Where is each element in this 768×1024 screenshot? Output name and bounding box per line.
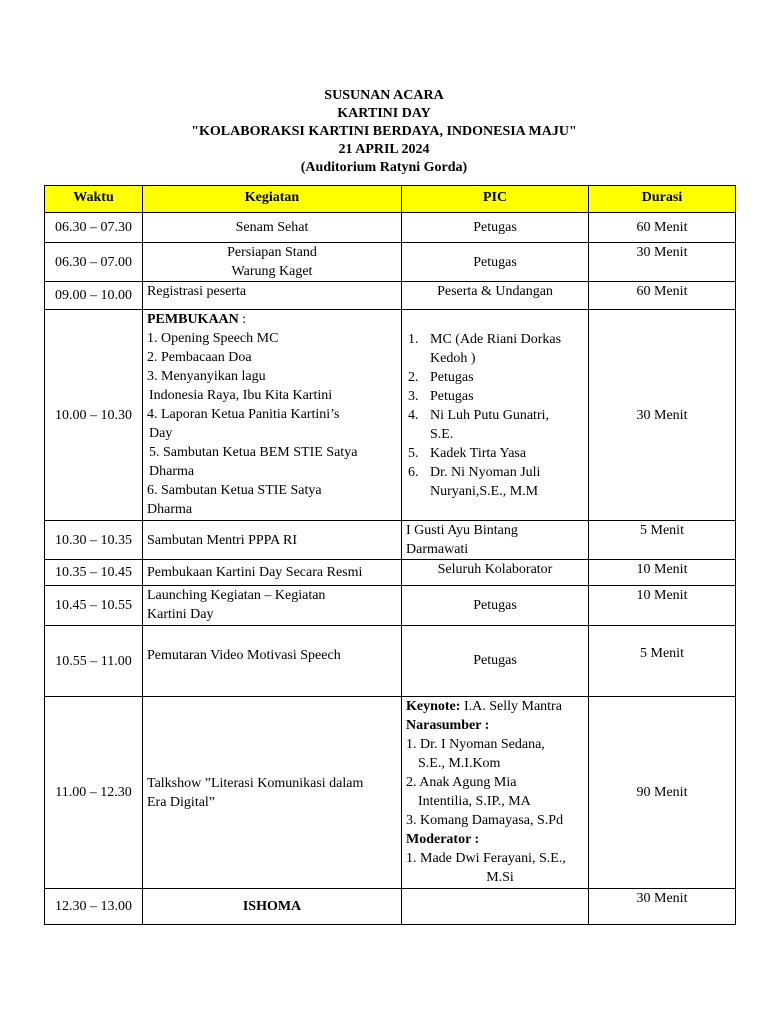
cell-waktu: 10.35 – 10.45 (45, 560, 143, 586)
kegiatan-line: Dharma (149, 464, 195, 479)
table-row (45, 521, 736, 560)
table-row (45, 586, 736, 626)
cell-waktu: 10.55 – 11.00 (45, 626, 143, 697)
kegiatan-line: Talkshow ”Literasi Komunikasi dalam (147, 775, 364, 791)
cell-durasi: 30 Menit (589, 889, 736, 925)
cell-waktu: 06.30 – 07.30 (45, 213, 143, 243)
kegiatan-line: Warung Kaget (231, 264, 313, 279)
kegiatan-line: 2. Pembacaan Doa (147, 350, 252, 365)
cell-durasi: 60 Menit (589, 282, 736, 310)
list-item (408, 406, 584, 444)
table-row (45, 243, 736, 282)
header-date: 21 APRIL 2024 (338, 142, 430, 157)
pic-line: Nuryani,S.E., M.M (430, 483, 539, 499)
cell-waktu: 11.00 – 12.30 (45, 697, 143, 889)
cell-pic (402, 521, 589, 560)
table-row (45, 282, 736, 310)
cell-kegiatan (143, 310, 402, 521)
cell-kegiatan: Pembukaan Kartini Day Secara Resmi (143, 560, 402, 586)
list-number: 3. (408, 388, 419, 404)
cell-kegiatan (143, 243, 402, 282)
cell-kegiatan: Sambutan Mentri PPPA RI (143, 521, 402, 560)
list-item (408, 463, 584, 501)
narasumber-line: 1. Dr. I Nyoman Sedana, (406, 737, 545, 752)
moderator-line: 1. Made Dwi Ferayani, S.E., (406, 851, 566, 866)
narasumber-line: 3. Komang Damayasa, S.Pd (406, 813, 564, 828)
cell-durasi: 10 Menit (589, 560, 736, 586)
kegiatan-title-suffix: : (238, 312, 247, 327)
cell-kegiatan: ISHOMA (143, 889, 402, 925)
cell-pic (402, 310, 589, 521)
kegiatan-line: Launching Kegiatan – Kegiatan (147, 588, 326, 603)
cell-kegiatan: Senam Sehat (143, 213, 402, 243)
pic-line: Darmawati (406, 542, 469, 557)
kegiatan-title-line (147, 310, 397, 329)
document-header (0, 87, 768, 177)
narasumber-line: S.E., M.I.Kom (418, 756, 501, 771)
list-item (408, 387, 584, 406)
cell-durasi: 90 Menit (589, 697, 736, 889)
cell-waktu: 06.30 – 07.00 (45, 243, 143, 282)
kegiatan-line: 5. Sambutan Ketua BEM STIE Satya (149, 445, 358, 460)
cell-pic: Petugas (402, 586, 589, 626)
keynote-value: I.A. Selly Mantra (460, 699, 562, 714)
cell-kegiatan (143, 697, 402, 889)
cell-durasi: 30 Menit (589, 310, 736, 521)
cell-pic (402, 697, 589, 889)
list-number: 6. (408, 464, 419, 480)
narasumber-line: 2. Anak Agung Mia (406, 775, 517, 790)
list-item (408, 368, 584, 387)
header-venue: (Auditorium Ratyni Gorda) (300, 160, 468, 175)
kegiatan-line: 4. Laporan Ketua Panitia Kartini’s (147, 407, 340, 422)
cell-durasi: 5 Menit (589, 626, 736, 697)
keynote-label: Keynote: (406, 699, 461, 714)
column-header-waktu: Waktu (45, 186, 143, 213)
pic-line: Kedoh ) (430, 350, 476, 366)
cell-pic (402, 889, 589, 925)
cell-kegiatan: Pemutaran Video Motivasi Speech (143, 626, 402, 697)
narasumber-line: Intentilia, S.IP., MA (418, 794, 531, 809)
column-header-durasi: Durasi (589, 186, 736, 213)
kegiatan-line: 6. Sambutan Ketua STIE Satya (147, 483, 322, 498)
list-number: 4. (408, 407, 419, 423)
moderator-line: M.Si (486, 870, 514, 885)
kegiatan-line: Indonesia Raya, Ibu Kita Kartini (149, 388, 333, 403)
column-header-kegiatan: Kegiatan (143, 186, 402, 213)
cell-waktu: 10.00 – 10.30 (45, 310, 143, 521)
cell-pic: Petugas (402, 626, 589, 697)
cell-durasi: 30 Menit (589, 243, 736, 282)
cell-pic: Peserta & Undangan (402, 282, 589, 310)
table-row (45, 560, 736, 586)
table-row (45, 310, 736, 521)
cell-pic: Petugas (402, 243, 589, 282)
kegiatan-line: Persiapan Stand (227, 245, 317, 260)
list-number: 2. (408, 369, 419, 385)
kegiatan-line: 1. Opening Speech MC (147, 331, 279, 346)
list-item (408, 444, 584, 463)
kegiatan-title: PEMBUKAAN (147, 312, 239, 327)
kegiatan-line: Day (149, 426, 173, 441)
header-title: SUSUNAN ACARA (324, 88, 444, 103)
cell-waktu: 12.30 – 13.00 (45, 889, 143, 925)
pic-line: Petugas (430, 369, 474, 385)
pic-line: Petugas (430, 388, 474, 404)
keynote-line (406, 697, 584, 716)
cell-kegiatan (143, 586, 402, 626)
header-event-name: KARTINI DAY (337, 106, 431, 121)
pic-list (406, 330, 584, 501)
table-row (45, 213, 736, 243)
narasumber-label: Narasumber : (406, 718, 490, 733)
pic-line: Kadek Tirta Yasa (430, 445, 527, 461)
cell-pic: Petugas (402, 213, 589, 243)
table-header-row (45, 186, 736, 213)
header-theme: "KOLABORAKSI KARTINI BERDAYA, INDONESIA MAJU" (191, 124, 577, 139)
kegiatan-line: Dharma (147, 502, 193, 517)
cell-durasi: 10 Menit (589, 586, 736, 626)
list-item (408, 330, 584, 368)
cell-pic: Seluruh Kolaborator (402, 560, 589, 586)
pic-line: MC (Ade Riani Dorkas (430, 331, 562, 347)
pic-line: S.E. (430, 426, 454, 442)
pic-line: I Gusti Ayu Bintang (406, 523, 518, 538)
pic-line: Ni Luh Putu Gunatri, (430, 407, 549, 423)
kegiatan-line: Era Digital” (147, 794, 216, 810)
table-row (45, 626, 736, 697)
kegiatan-line: Kartini Day (147, 607, 214, 622)
cell-waktu: 10.45 – 10.55 (45, 586, 143, 626)
cell-kegiatan: Registrasi peserta (143, 282, 402, 310)
cell-waktu: 10.30 – 10.35 (45, 521, 143, 560)
list-number: 5. (408, 445, 419, 461)
cell-durasi: 60 Menit (589, 213, 736, 243)
table-row (45, 697, 736, 889)
moderator-label: Moderator : (406, 832, 480, 847)
cell-durasi: 5 Menit (589, 521, 736, 560)
column-header-pic: PIC (402, 186, 589, 213)
cell-waktu: 09.00 – 10.00 (45, 282, 143, 310)
pic-line: Dr. Ni Nyoman Juli (430, 464, 541, 480)
schedule-table (44, 185, 736, 925)
list-number: 1. (408, 331, 419, 347)
kegiatan-line: 3. Menyanyikan lagu (147, 369, 266, 384)
table-row (45, 889, 736, 925)
